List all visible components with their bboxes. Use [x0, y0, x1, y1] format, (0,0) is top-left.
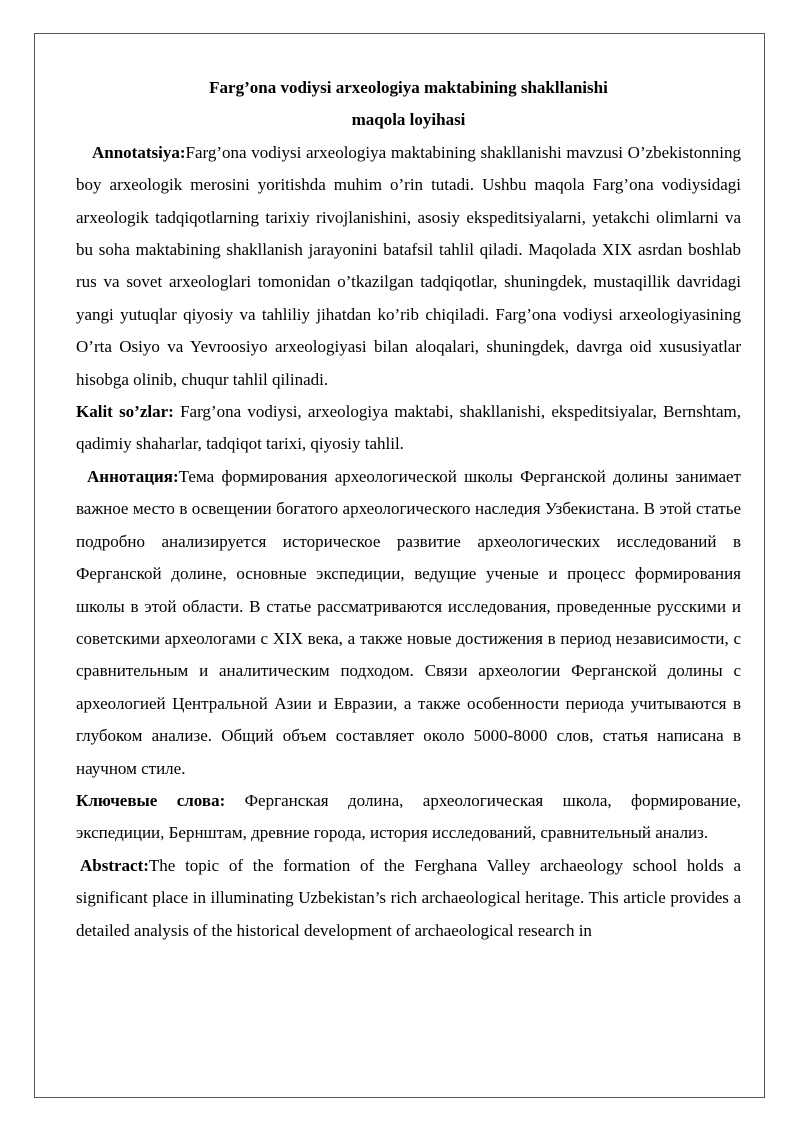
abstract-en	[76, 850, 741, 947]
annotation-uz-text: Farg’ona vodiysi arxeologiya maktabining shakllanishi mavzusi O’zbekistonning boy arxeologik merosini yoritishda muhim o’rin tutadi. Ushbu maqola Farg’ona vodiysidagi arxeologik tadqiqotlarning tarixiy rivojlanishini, asosiy ekspeditsiyalarni, yetakchi olimlarni va bu soha maktabining shakllanish jarayonini batafsil tahlil qiladi. Maqolada XIX asrdan boshlab rus va sovet arxeologlari tomonidan o’tkazilgan tadqiqotlar, shuningdek, mustaqillik davridagi yangi yutuqlar qiyosiy va tahliliy jihatdan ko’rib chiqiladi. Farg’ona vodiysi arxeologiyasining O’rta Osiyo va Yevroosiyo arxeologiyasi bilan aloqalari, shuningdek, davrga oid xususiyatlar hisobga olinib, chuqur tahlil qilinadi.	[76, 142, 741, 389]
document-body	[76, 72, 741, 947]
annotation-ru-label: Аннотация:	[87, 466, 179, 486]
keywords-uz-label: Kalit so’zlar:	[76, 402, 174, 422]
keywords-ru	[76, 785, 741, 850]
document-title-line2: maqola loyihasi	[351, 110, 466, 130]
document-title-line1: Farg’ona vodiysi arxeologiya maktabining shakllanishi	[209, 78, 608, 97]
keywords-ru-text: Ферганская долина, археологическая школа, формирование, экспедиции, Бернштам, древние города, история исследований, сравнительный анализ.	[76, 790, 741, 843]
annotation-uz	[76, 137, 741, 396]
keywords-ru-label: Ключевые слова:	[76, 790, 226, 810]
keywords-uz-text: Farg’ona vodiysi, arxeologiya maktabi, shakllanishi, ekspeditsiyalar, Bernshtam, qadimiy shaharlar, tadqiqot tarixi, qiyosiy tahlil.	[76, 402, 741, 454]
annotation-uz-label: Annotatsiya:	[92, 142, 186, 162]
annotation-ru	[76, 461, 741, 785]
abstract-en-label: Abstract:	[80, 855, 149, 875]
annotation-ru-text: Тема формирования археологической школы Ферганской долины занимает важное место в освещении богатого археологического наследия Узбекистана. В этой статье подробно анализируется историческое развитие археологических исследований в Ферганской долине, основные экспедиции, ведущие ученые и процесс формирования школы в этой области. В статье рассматриваются исследования, проведенные русскими и советскими археологами с XIX века, а также новые достижения в период независимости, с сравнительным и аналитическим подходом. Связи археологии Ферганской долины с археологией Центральной Азии и Евразии, а также особенности периода учитываются в глубоком анализе. Общий объем составляет около 5000-8000 слов, статья написана в научном стиле.	[76, 466, 741, 778]
abstract-en-text: The topic of the formation of the Ferghana Valley archaeology school holds a significant place in illuminating Uzbekistan’s rich archaeological heritage. This article provides a detailed analysis of the historical development of archaeological research in	[76, 855, 741, 940]
keywords-uz	[76, 396, 741, 461]
